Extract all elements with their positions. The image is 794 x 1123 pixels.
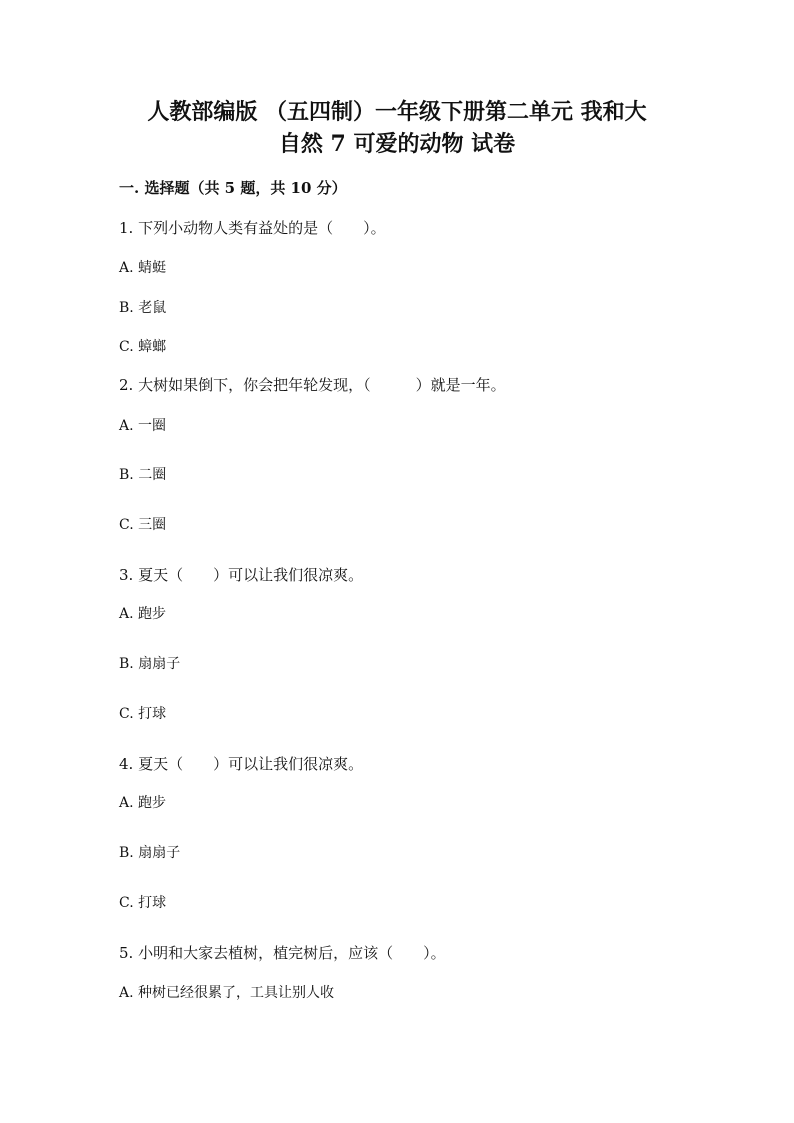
document-title-line-1: 人教部编版 （五四制）一年级下册第二单元 我和大 bbox=[147, 99, 647, 125]
question-4-option-a: A. 跑步 bbox=[119, 795, 167, 811]
question-3-text: 3. 夏天（ ）可以让我们很凉爽。 bbox=[119, 566, 364, 584]
question-5-text: 5. 小明和大家去植树，植完树后，应该（ ）。 bbox=[119, 944, 446, 962]
question-3-option-a: A. 跑步 bbox=[119, 606, 167, 622]
question-5-option-a: A. 种树已经很累了，工具让别人收 bbox=[119, 985, 335, 1001]
question-2-option-b: B. 二圈 bbox=[119, 467, 167, 483]
question-2-text: 2. 大树如果倒下，你会把年轮发现，（ ）就是一年。 bbox=[119, 376, 506, 394]
question-3-option-b: B. 扇扇子 bbox=[119, 656, 181, 672]
question-1-option-a: A. 蜻蜓 bbox=[119, 260, 167, 276]
question-4-option-c: C. 打球 bbox=[119, 895, 167, 911]
question-1-option-b: B. 老鼠 bbox=[119, 300, 167, 316]
question-1-option-c: C. 蟑螂 bbox=[119, 339, 167, 355]
question-2-option-a: A. 一圈 bbox=[119, 418, 167, 434]
question-4-option-b: B. 扇扇子 bbox=[119, 845, 181, 861]
question-3-option-c: C. 打球 bbox=[119, 706, 167, 722]
question-1-text: 1. 下列小动物人类有益处的是（ ）。 bbox=[119, 219, 386, 237]
document-title-line-2: 自然 7 可爱的动物 试卷 bbox=[278, 131, 516, 157]
section-heading: 一. 选择题（共 5 题，共 10 分） bbox=[119, 179, 347, 197]
question-2-option-c: C. 三圈 bbox=[119, 517, 167, 533]
question-4-text: 4. 夏天（ ）可以让我们很凉爽。 bbox=[119, 755, 364, 773]
